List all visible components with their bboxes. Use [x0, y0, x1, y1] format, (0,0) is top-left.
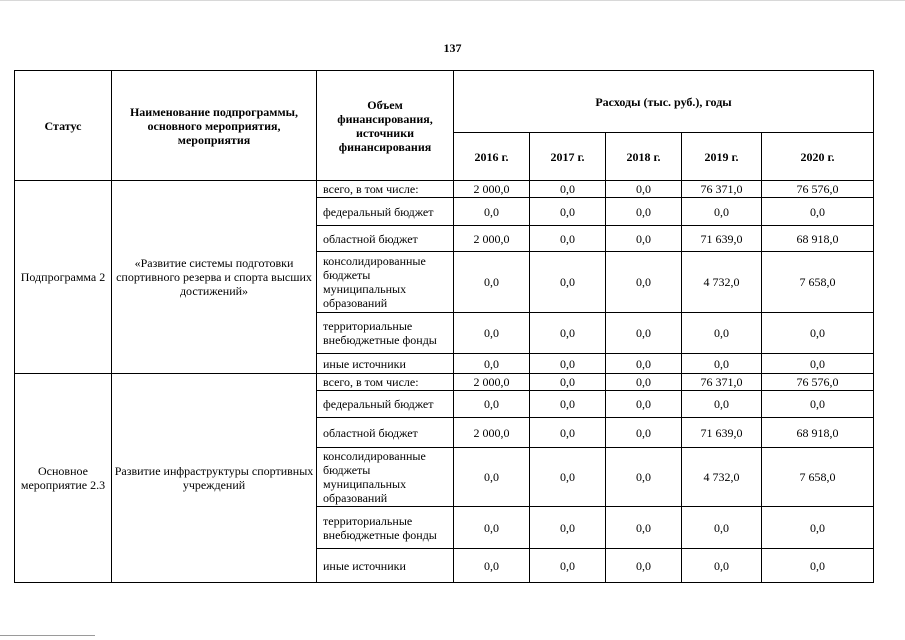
- value-cell: 7 658,0: [762, 448, 874, 507]
- value-cell: 0,0: [606, 448, 682, 507]
- value-cell: 0,0: [606, 313, 682, 354]
- source-cell: иные источники: [317, 549, 454, 583]
- value-cell: 0,0: [606, 374, 682, 391]
- value-cell: 0,0: [762, 313, 874, 354]
- header-year: 2018 г.: [606, 133, 682, 181]
- value-cell: 0,0: [606, 391, 682, 418]
- value-cell: 0,0: [606, 418, 682, 448]
- value-cell: 0,0: [682, 198, 762, 226]
- value-cell: 76 576,0: [762, 181, 874, 198]
- header-volume: Объем финансирования, источники финансирования: [317, 71, 454, 181]
- source-cell: всего, в том числе:: [317, 181, 454, 198]
- value-cell: 0,0: [530, 313, 606, 354]
- source-cell: федеральный бюджет: [317, 391, 454, 418]
- value-cell: 0,0: [606, 252, 682, 313]
- header-status: Статус: [15, 71, 112, 181]
- source-cell: территориальные внебюджетные фонды: [317, 313, 454, 354]
- source-cell: консолидированные бюджеты муниципальных образований: [317, 448, 454, 507]
- value-cell: 71 639,0: [682, 418, 762, 448]
- value-cell: 0,0: [762, 391, 874, 418]
- value-cell: 0,0: [454, 507, 530, 549]
- value-cell: 0,0: [606, 549, 682, 583]
- value-cell: 0,0: [682, 313, 762, 354]
- value-cell: 76 371,0: [682, 374, 762, 391]
- table-row: [15, 374, 874, 391]
- source-cell: федеральный бюджет: [317, 198, 454, 226]
- header-year: 2019 г.: [682, 133, 762, 181]
- status-cell: Подпрограмма 2: [15, 181, 112, 374]
- source-cell: территориальные внебюджетные фонды: [317, 507, 454, 549]
- source-cell: всего, в том числе:: [317, 374, 454, 391]
- value-cell: 0,0: [530, 374, 606, 391]
- value-cell: 0,0: [682, 354, 762, 374]
- value-cell: 0,0: [530, 226, 606, 252]
- value-cell: 71 639,0: [682, 226, 762, 252]
- value-cell: 0,0: [606, 354, 682, 374]
- value-cell: 0,0: [606, 198, 682, 226]
- header-year: 2017 г.: [530, 133, 606, 181]
- value-cell: 68 918,0: [762, 418, 874, 448]
- source-cell: областной бюджет: [317, 418, 454, 448]
- value-cell: 0,0: [530, 507, 606, 549]
- value-cell: 76 371,0: [682, 181, 762, 198]
- scan-edge-top: [0, 0, 905, 1]
- name-cell: «Развитие системы подготовки спортивного резерва и спорта высших достижений»: [112, 181, 317, 374]
- status-cell: Основное мероприятие 2.3: [15, 374, 112, 583]
- value-cell: 0,0: [682, 391, 762, 418]
- value-cell: 0,0: [454, 198, 530, 226]
- header-year: 2020 г.: [762, 133, 874, 181]
- value-cell: 0,0: [454, 313, 530, 354]
- value-cell: 0,0: [530, 252, 606, 313]
- scan-edge-bottom: [0, 635, 95, 636]
- value-cell: 2 000,0: [454, 374, 530, 391]
- source-cell: консолидированные бюджеты муниципальных образований: [317, 252, 454, 313]
- value-cell: 2 000,0: [454, 418, 530, 448]
- name-cell: Развитие инфраструктуры спортивных учреждений: [112, 374, 317, 583]
- value-cell: 0,0: [530, 354, 606, 374]
- header-expenses: Расходы (тыс. руб.), годы: [454, 71, 874, 133]
- value-cell: 0,0: [682, 507, 762, 549]
- value-cell: 2 000,0: [454, 181, 530, 198]
- value-cell: 2 000,0: [454, 226, 530, 252]
- value-cell: 0,0: [606, 181, 682, 198]
- value-cell: 0,0: [606, 226, 682, 252]
- source-cell: иные источники: [317, 354, 454, 374]
- value-cell: 0,0: [454, 252, 530, 313]
- value-cell: 68 918,0: [762, 226, 874, 252]
- value-cell: 0,0: [454, 549, 530, 583]
- value-cell: 0,0: [454, 354, 530, 374]
- value-cell: 0,0: [762, 507, 874, 549]
- value-cell: 0,0: [762, 354, 874, 374]
- value-cell: 0,0: [530, 418, 606, 448]
- value-cell: 0,0: [454, 391, 530, 418]
- value-cell: 76 576,0: [762, 374, 874, 391]
- value-cell: 0,0: [762, 549, 874, 583]
- table-row: [15, 181, 874, 198]
- source-cell: областной бюджет: [317, 226, 454, 252]
- value-cell: 0,0: [454, 448, 530, 507]
- value-cell: 0,0: [682, 549, 762, 583]
- value-cell: 0,0: [530, 391, 606, 418]
- value-cell: 4 732,0: [682, 252, 762, 313]
- value-cell: 4 732,0: [682, 448, 762, 507]
- header-year: 2016 г.: [454, 133, 530, 181]
- value-cell: 7 658,0: [762, 252, 874, 313]
- page-number: 137: [443, 41, 462, 55]
- value-cell: 0,0: [530, 448, 606, 507]
- value-cell: 0,0: [606, 507, 682, 549]
- value-cell: 0,0: [762, 198, 874, 226]
- value-cell: 0,0: [530, 198, 606, 226]
- budget-table: [14, 70, 874, 583]
- value-cell: 0,0: [530, 549, 606, 583]
- header-name: Наименование подпрограммы, основного мероприятия, мероприятия: [112, 71, 317, 181]
- value-cell: 0,0: [530, 181, 606, 198]
